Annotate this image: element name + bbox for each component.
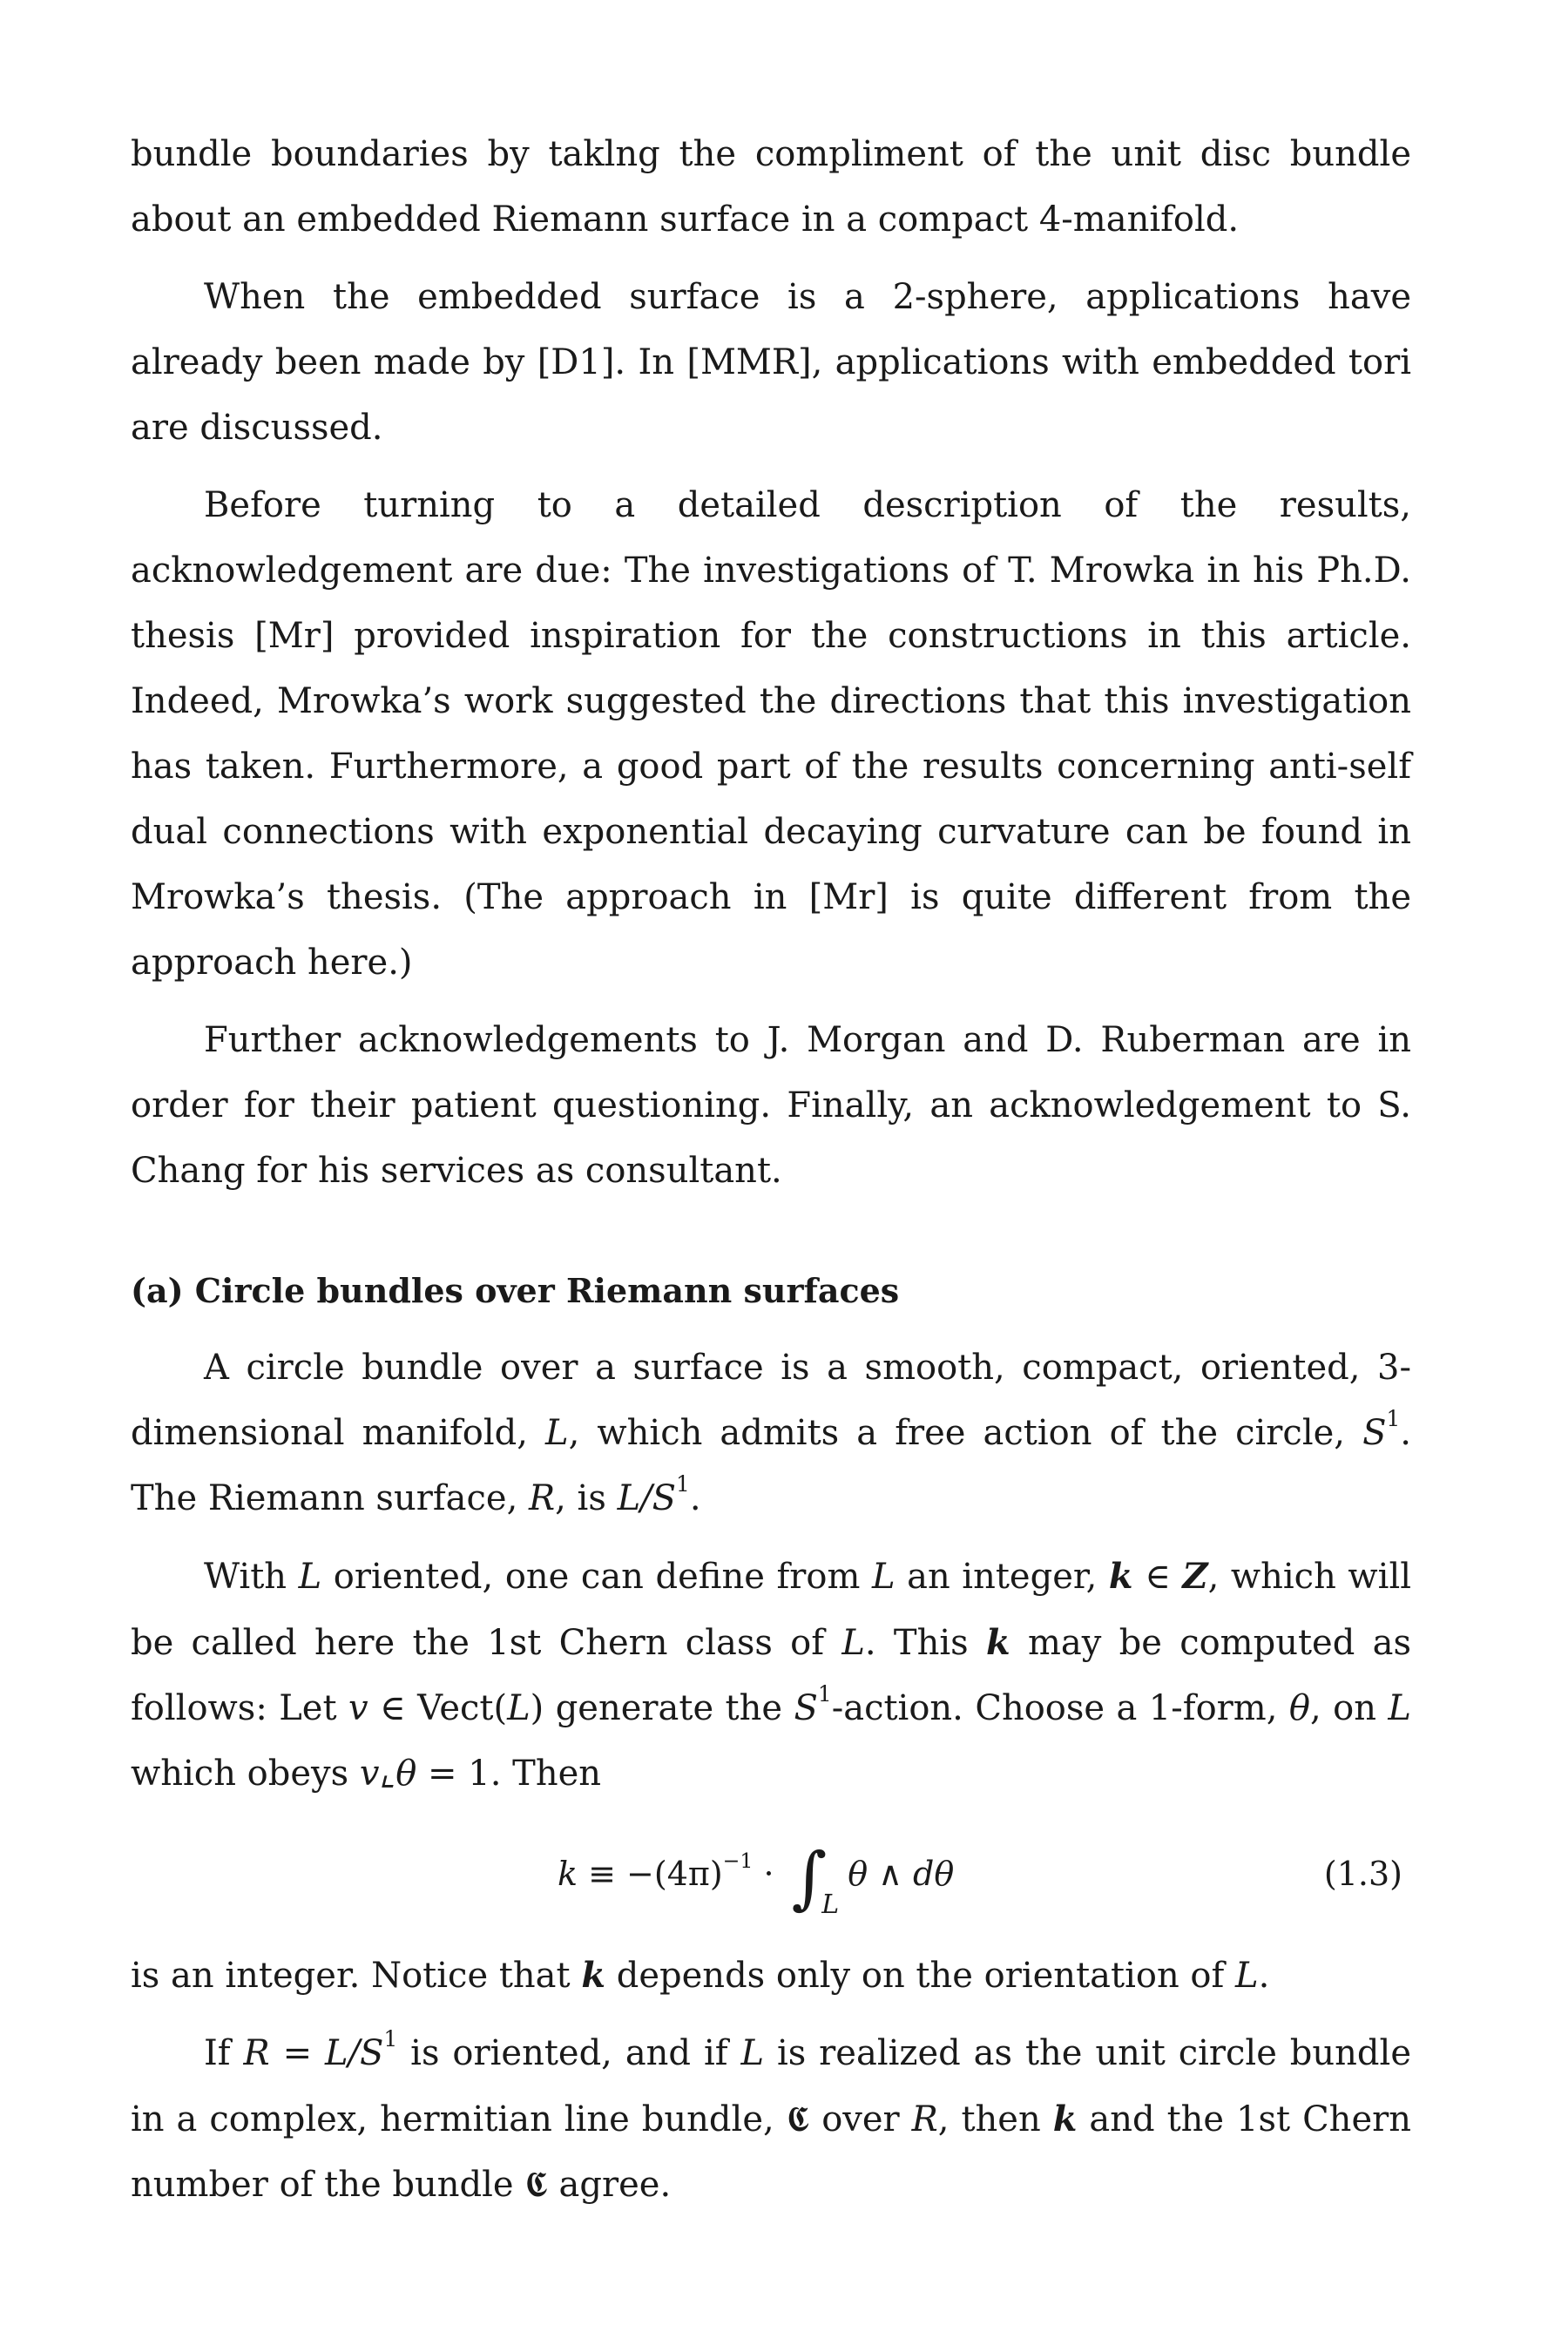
paragraph-8: If $R = L/S^1$ is oriented, and if L is realized as the unit circle bundle in a complex, hermitian line bundle, 𝕮 over R, then k and the 1st Chern number of the bundle 𝕮 agree. xyxy=(131,2025,1412,2205)
equation-body: $k \equiv -(4\pi)^{-1} \cdot \int_L\theta$ ∧ dθ xyxy=(558,1839,955,1920)
paragraph-4: Further acknowledgements to J. Morgan and D. Ruberman are in order for their patient questioning. Finally, an acknowledgement to S. Chang for his services as consultant. xyxy=(131,1020,1411,1191)
paragraph-7: is an integer. Notice that k depends only on the orientation of L. xyxy=(131,1955,1270,1996)
equation-1-3 xyxy=(131,1822,1411,1936)
page-body xyxy=(131,122,1411,2218)
section-heading: (a) Circle bundles over Riemann surfaces xyxy=(131,1271,900,1310)
paragraph-2: When the embedded surface is a 2-sphere, applications have already been made by [D1]. In [MMR], applications with embedded tori are discussed. xyxy=(131,277,1411,448)
paragraph-3: Before turning to a detailed description of the results, acknowledgement are due: The investigations of T. Mrowka in his Ph.D. thesis [Mr] provided inspiration for the constructions in this article. Indeed, Mrowka’s work suggested the directions that this investigation has taken. Furthermore, a good part of the results concerning anti-self dual connections with exponential decaying curvature can be found in Mrowka’s thesis. (The approach in [Mr] is quite different from the approach here.) xyxy=(131,485,1411,983)
paragraph-6: With L oriented, one can define from L an integer, k ∈ Z, which will be called here the 1st Chern class of L. This k may be computed as follows: Let v ∈ Vect(L) generate the $S^1$-action. Choose a 1-form, θ, on L which obeys v⌞θ = 1. Then xyxy=(131,1556,1412,1794)
paragraph-1: bundle boundaries by taklng the compliment of the unit disc bundle about an embedded Riemann surface in a compact 4-manifold. xyxy=(131,134,1411,240)
equation-number: (1.3) xyxy=(1323,1855,1402,1893)
paragraph-5: A circle bundle over a surface is a smooth, compact, oriented, 3-dimensional manifold, L, which admits a free action of the circle, $S^1$. The Riemann surface, R, is $L/S^1$. xyxy=(131,1348,1411,1518)
integral-sign: ∫ xyxy=(791,1839,828,1917)
